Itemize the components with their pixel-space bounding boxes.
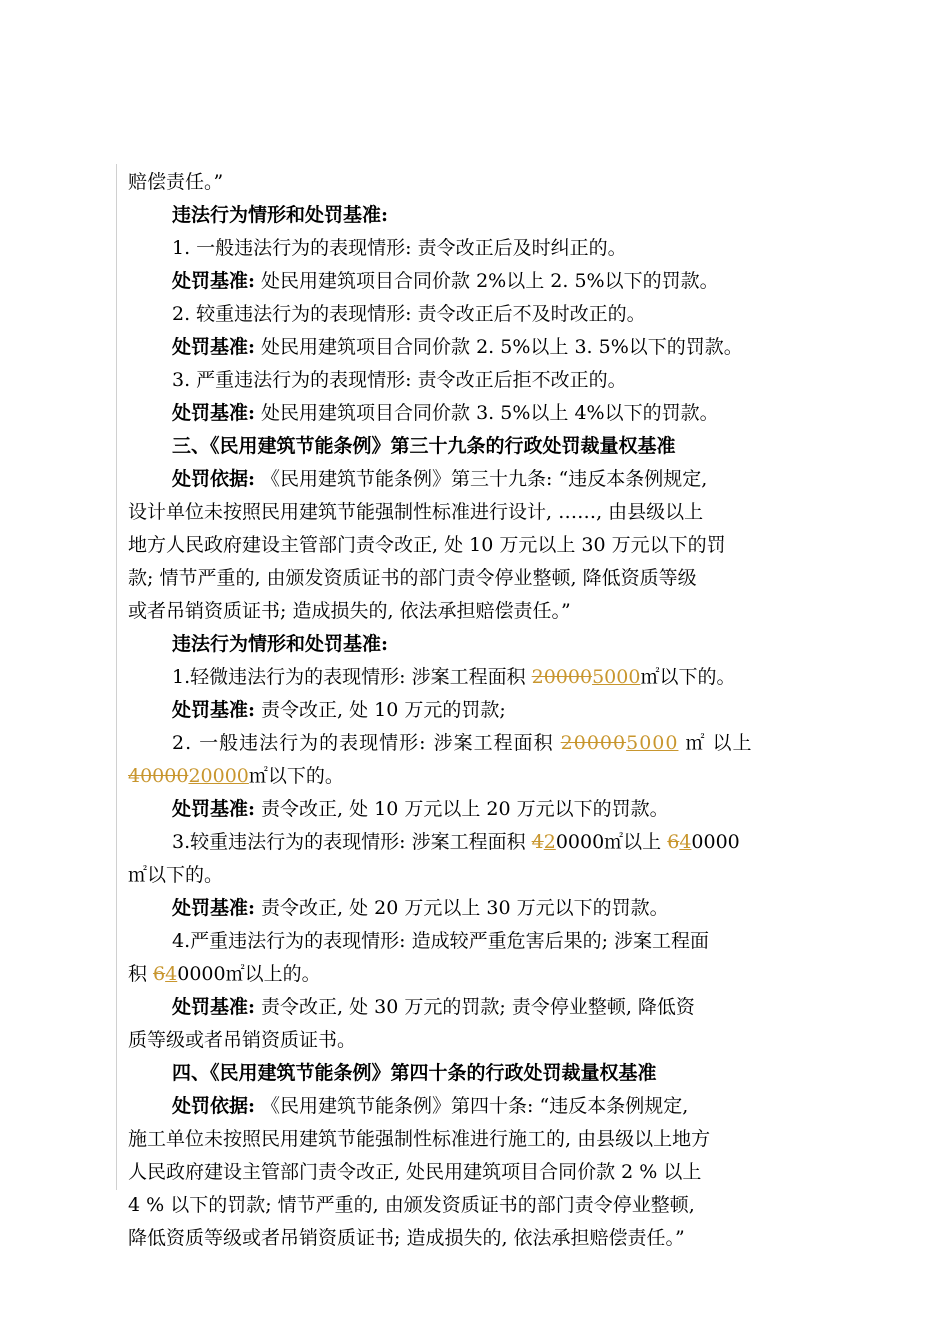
penalty-standard-line: 处罚基准: 责令改正, 处 10 万元以上 20 万元以下的罚款。 — [172, 798, 669, 820]
paragraph-line: 4000020000㎡以下的。 — [128, 765, 344, 787]
paragraph-line: 设计单位未按照民用建筑节能强制性标准进行设计, ……, 由县级以上 — [128, 501, 704, 523]
paragraph-line: 2. 较重违法行为的表现情形: 责令改正后不及时改正的。 — [172, 303, 646, 325]
paragraph-line: 3.较重违法行为的表现情形: 涉案工程面积 420000㎡以上 640000 — [172, 831, 740, 853]
left-margin-rule — [116, 164, 117, 1190]
paragraph-line: 质等级或者吊销资质证书。 — [128, 1029, 357, 1051]
section-heading: 四、《民用建筑节能条例》第四十条的行政处罚裁量权基准 — [172, 1062, 657, 1084]
penalty-basis-line: 处罚依据: 《民用建筑节能条例》第四十条: “违反本条例规定, — [172, 1095, 689, 1117]
document-body — [128, 166, 828, 1255]
penalty-standard-line: 处罚基准: 处民用建筑项目合同价款 3. 5%以上 4%以下的罚款。 — [172, 402, 719, 424]
paragraph-line: 1.轻微违法行为的表现情形: 涉案工程面积 200005000㎡以下的。 — [172, 666, 736, 688]
section-subheading: 违法行为情形和处罚基准: — [172, 204, 389, 226]
penalty-standard-line: 处罚基准: 责令改正, 处 30 万元的罚款; 责令停业整顿, 降低资 — [172, 996, 695, 1018]
paragraph-line: 2. 一般违法行为的表现情形: 涉案工程面积 200005000 ㎡ 以上 — [172, 732, 753, 754]
paragraph-line: 3. 严重违法行为的表现情形: 责令改正后拒不改正的。 — [172, 369, 627, 391]
tracked-insertion: 2 — [543, 831, 556, 853]
paragraph-line: 款; 情节严重的, 由颁发资质证书的部门责令停业整顿, 降低资质等级 — [128, 567, 697, 589]
paragraph-line: 地方人民政府建设主管部门责令改正, 处 10 万元以上 30 万元以下的罚 — [128, 534, 726, 556]
tracked-deletion: 20000 — [531, 666, 593, 688]
paragraph-line: 赔偿责任。” — [128, 171, 224, 193]
penalty-standard-line: 处罚基准: 处民用建筑项目合同价款 2. 5%以上 3. 5%以下的罚款。 — [172, 336, 743, 358]
paragraph-line: 降低资质等级或者吊销资质证书; 造成损失的, 依法承担赔偿责任。” — [128, 1227, 685, 1249]
paragraph-line: 4.严重违法行为的表现情形: 造成较严重危害后果的; 涉案工程面 — [172, 930, 710, 952]
tracked-deletion: 40000 — [128, 765, 189, 787]
paragraph-line: 或者吊销资质证书; 造成损失的, 依法承担赔偿责任。” — [128, 600, 571, 622]
tracked-deletion: 6 — [667, 831, 680, 853]
penalty-basis-line: 处罚依据: 《民用建筑节能条例》第三十九条: “违反本条例规定, — [172, 468, 708, 490]
paragraph-line: 施工单位未按照民用建筑节能强制性标准进行施工的, 由县级以上地方 — [128, 1128, 711, 1150]
tracked-insertion: 4 — [679, 831, 692, 853]
paragraph-line: 人民政府建设主管部门责令改正, 处民用建筑项目合同价款 2 % 以上 — [128, 1161, 702, 1183]
tracked-insertion: 5000 — [626, 732, 679, 754]
penalty-standard-line: 处罚基准: 责令改正, 处 10 万元的罚款; — [172, 699, 506, 721]
tracked-insertion: 20000 — [188, 765, 249, 787]
paragraph-line: 1. 一般违法行为的表现情形: 责令改正后及时纠正的。 — [172, 237, 627, 259]
tracked-insertion: 5000 — [592, 666, 641, 688]
penalty-standard-line: 处罚基准: 责令改正, 处 20 万元以上 30 万元以下的罚款。 — [172, 897, 669, 919]
section-heading: 三、《民用建筑节能条例》第三十九条的行政处罚裁量权基准 — [172, 435, 676, 457]
section-subheading: 违法行为情形和处罚基准: — [172, 633, 389, 655]
penalty-standard-line: 处罚基准: 处民用建筑项目合同价款 2%以上 2. 5%以下的罚款。 — [172, 270, 719, 292]
tracked-deletion: 4 — [531, 831, 544, 853]
tracked-deletion: 20000 — [560, 732, 627, 754]
tracked-insertion: 4 — [165, 963, 178, 985]
tracked-deletion: 6 — [153, 963, 166, 985]
paragraph-line: ㎡以下的。 — [128, 864, 224, 886]
paragraph-line: 积 640000㎡以上的。 — [128, 963, 321, 985]
paragraph-line: 4 % 以下的罚款; 情节严重的, 由颁发资质证书的部门责令停业整顿, — [128, 1194, 695, 1216]
